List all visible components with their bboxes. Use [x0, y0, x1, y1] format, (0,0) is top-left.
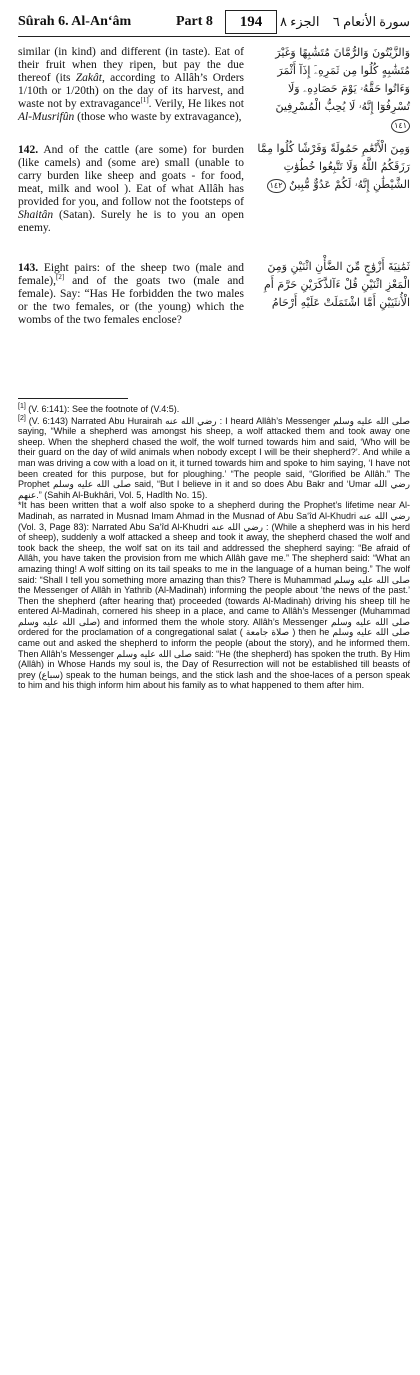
- footnote-2: [2] (V. 6:143) Narrated Abu Hurairah رضي الله عنه : I heard Allâh’s Messenger صلى الله عليه وسلم saying, “While a shepherd was amongst his sheep, a wolf attacked them and took away one sheep. When the shepherd chased the wolf, the wolf turned towards him and said, ‘Who will be their guard on the day of wild animals when nobody except I will be their shepherd?’. And while a man was driving a cow with a load on it, it turned towards him and spoke to him saying, ‘I have not been created for this purpose, but for ploughing.’ “The people said, “Glorified be Allâh.” The Prophet صلى الله عليه وسلم said, “But I believe in it and so does Abu Bakr and ‘Umar رضي الله عنهم.” (Sahih Al-Bukhâri, Vol. 5, Hadîth No. 15).: [18, 414, 411, 500]
- footnote-divider: [18, 398, 128, 399]
- verse-end-marker: ١٤٢: [267, 179, 286, 193]
- page-header: [18, 10, 410, 37]
- verse-141-english: similar (in kind) and different (in taste). Eat of their fruit when they ripen, but pay the due thereof (its Zakât, according to Allâh’s Orders 1/10th or 1/20th) on the day of its harvest, and waste not by extravagance[1]. Verily, He likes not Al-Musrifûn (those who waste by extravagance),: [18, 46, 245, 123]
- surah-arabic: سورة الأنعام ٦: [332, 14, 410, 29]
- footnote-ref-1[interactable]: [1]: [140, 96, 149, 105]
- part-label: Part 8: [176, 14, 213, 29]
- verse-142-arabic: وَمِنَ الْأَنْعَٰمِ حَمُولَةً وَفَرْشًا كُلُوا مِمَّا رَزَقَكُمُ اللَّهُ وَلَا تَتَّبِعُوا خُطُوَٰتِ الشَّيْطَٰنِ إِنَّهُۥ لَكُمْ عَدُوٌّ مُّبِينٌ ١٤٢: [257, 142, 410, 191]
- juz-arabic: الجزء ٨: [280, 14, 320, 29]
- footnotes: [18, 404, 410, 691]
- verse-143-arabic: ثَمَٰنِيَةَ أَزْوَٰجٍ مِّنَ الضَّأْنِ اثْنَيْنِ وَمِنَ الْمَعْزِ اثْنَيْنِ قُلْ ءَآلذَّكَرَيْنِ حَرَّمَ أَمِ الْأُنثَيَيْنِ أَمَّا اشْتَمَلَتْ عَلَيْهِ أَرْحَامُ: [264, 260, 410, 309]
- verse-143-english: 143. Eight pairs: of the sheep two (male and female),[2] and of the goats two (male and female). Say: “Has He forbidden the two males or the two females, or (the young) which the wombs of the two females enclose?: [18, 262, 244, 326]
- verse-end-marker: ١٤١: [391, 119, 410, 133]
- verse-number: 142.: [18, 144, 39, 156]
- verse-number: 143.: [18, 262, 39, 274]
- surah-title: Sûrah 6. Al-An‘âm: [18, 14, 132, 29]
- footnote-ref-2[interactable]: [2]: [56, 273, 65, 282]
- footnote-3: *It has been written that a wolf also spoke to a shepherd during the Prophet’s lifetime near Al-Madinah, as narrated in Musnad Imam Ahmad in the Musnad of Abu Sa‘îd Al-Khudri رضي الله عنه (Vol. 3, Page 83): Narrated Abu Sa‘îd Al-Khudri رضي الله عنه : (While a shepherd was in his herd of sheep), suddenly a wolf attacked a sheep and took it away, the shepherd chased the wolf and took back the sheep, the wolf sat on its tail and addressed the shepherd saying: “Be afraid of Allâh, you have taken the provision from me which Allâh gave me.” The shepherd said: “What an amazing thing! A wolf sitting on its tail speaks to me in the language of a human being.” The wolf said: “Shall I tell you something more amazing than this? There is Muhammad صلى الله عليه وسلم the Messenger of Allâh in Yathrib (Al-Madinah) informing the people about ‘the news of the past.’ Then the shepherd (after hearing that) proceeded (towards Al-Madinah) driving his sheep till he entered Al-Madinah, cornered his sheep in a place, and came to Allâh’s Messenger (Muhammad صلى الله عليه وسلم) and informed them the whole story. Allâh’s Messenger صلى الله عليه وسلم ordered for the proclamation of a congregational salat ( صلاة جامعة ) then he صلى الله عليه وسلم came out and asked the shepherd to inform the people (about the story), and he informed them. Then Allâh’s Messenger صلى الله عليه وسلم said: “He (the shepherd) has spoken the truth. By Him (Allâh) in Whose Hands my soul is, the Day of Resurrection will not be established till beasts of prey (سباع) speak to the human beings, and the stick lash and the shoe-laces of a person speak to him and his thigh inform him about his family as to what happened to them after him.: [18, 500, 411, 691]
- verse-141-arabic: وَالزَّيْتُونَ وَالرُّمَّانَ مُتَشَٰبِهًا وَغَيْرَ مُتَشَٰبِهٍ كُلُوا مِن ثَمَرِهِۦٓ إِذَآ أَثْمَرَ وَءَاتُوا حَقَّهُۥ يَوْمَ حَصَادِهِۦ وَلَا تُسْرِفُوٓا إِنَّهُۥ لَا يُحِبُّ الْمُسْرِفِينَ ١٤١: [256, 44, 410, 134]
- footnote-1: [1] (V. 6:141): See the footnote of (V.4:5).: [18, 403, 180, 414]
- page-number: 194: [225, 10, 277, 34]
- verse-142-english: 142. And of the cattle (are some) for burden (like camels) and (some are) small (unable to carry burden like sheep and goats - for food, meat, milk and wool ). Eat of what Allâh has provided for you, and follow not the footsteps of Shaitân (Satan). Surely he is to you an open enemy.: [18, 144, 244, 234]
